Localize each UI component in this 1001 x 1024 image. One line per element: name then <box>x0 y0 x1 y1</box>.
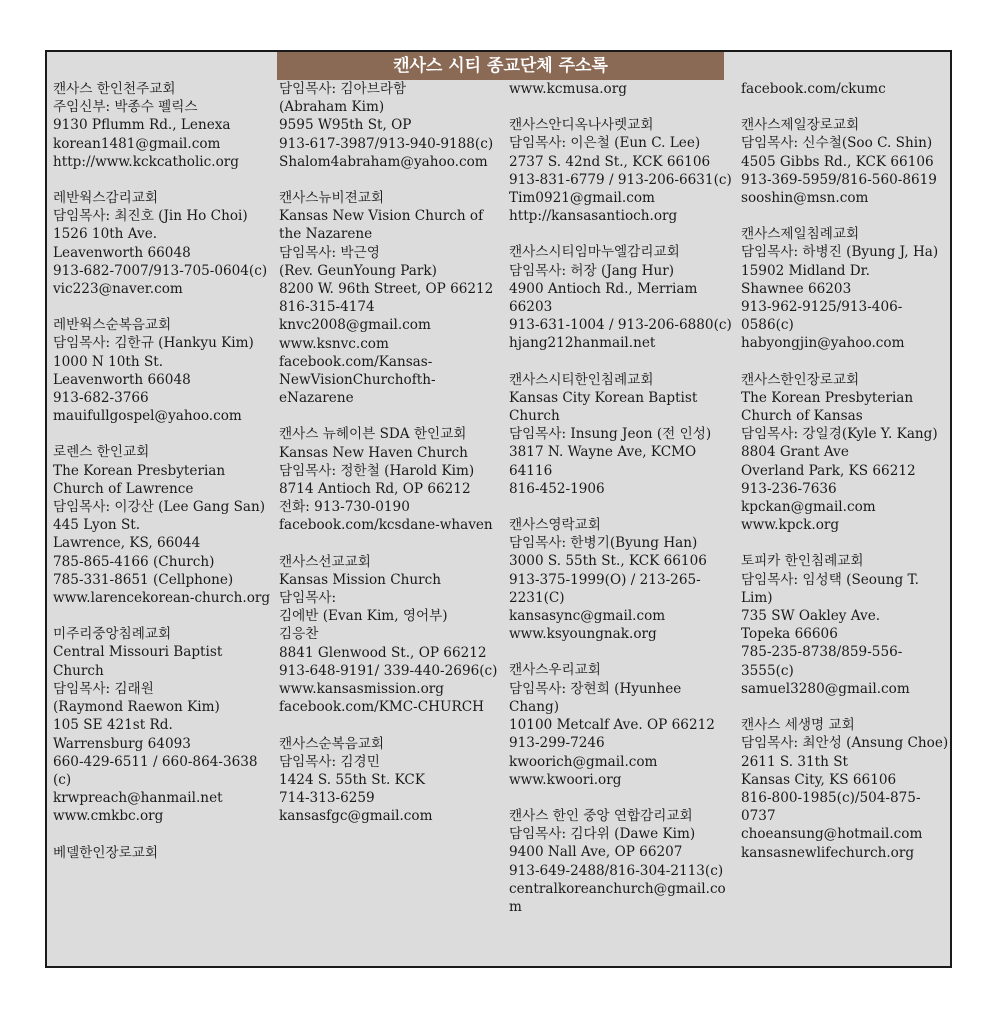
entry-line: Topeka 66606 <box>741 626 838 643</box>
entry-line-first: 캔사스 한인 중앙 연합감리교회 <box>509 807 693 824</box>
entry-line: 김응찬 <box>279 626 319 643</box>
entry-line-first: 캔사스제일장로교회 <box>741 117 860 134</box>
entry-line: 8714 Antioch Rd, OP 66212 <box>279 481 471 498</box>
entry-line: 2611 S. 31th St <box>741 753 848 770</box>
entry-line: 8804 Grant Ave <box>741 444 849 461</box>
entry-line: 10100 Metcalf Ave. OP 66212 <box>509 717 715 734</box>
entry-line: 913-236-7636 <box>741 480 837 497</box>
entry-line: 9595 W95th St, OP <box>279 117 412 134</box>
entry-line: 913-649-2488/816-304-2113(c) <box>509 862 724 879</box>
entry-line: 8200 W. 96th Street, OP 66212 <box>279 281 494 298</box>
entry-line-first: 캔사스우리교회 <box>509 662 601 679</box>
entry-line: 3000 S. 55th St., KCK 66106 <box>509 553 707 570</box>
entry-line-first: 담임목사: 김아브라함 <box>279 81 407 97</box>
directory-title: 캔사스 시티 종교단체 주소록 <box>277 52 724 80</box>
entry-line: The Korean Presbyterian Church of Kansas <box>741 389 918 425</box>
entry-line: 913-617-3987/913-940-9188(c) <box>279 135 494 152</box>
entry-line: 816-452-1906 <box>509 480 605 497</box>
entry-line: http://www.kckcatholic.org <box>53 153 239 170</box>
entry-line: 913-682-7007/913-705-0604(c) <box>53 262 268 279</box>
entry-line: 담임목사: 김다위 (Dawe Kim) <box>509 826 696 843</box>
entry-line: The Korean Presbyterian Church of Lawrence <box>53 462 230 497</box>
directory-entry <box>279 735 503 826</box>
directory-entry <box>53 316 273 425</box>
directory-entry <box>53 443 273 607</box>
entry-line: 913-299-7246 <box>509 735 605 752</box>
directory-entry <box>53 625 273 825</box>
entry-line: knvc2008@gmail.com <box>279 317 431 334</box>
entry-line: 담임목사: 정한철 (Harold Kim) <box>279 462 475 479</box>
entry-line: kansasfgc@gmail.com <box>279 808 433 825</box>
entry-line: Leavenworth 66048 <box>53 371 191 388</box>
entry-line: 담임목사: 신수철(Soo C. Shin) <box>741 135 933 152</box>
entry-line: kwoorich@gmail.com <box>509 753 658 770</box>
entry-line: 816-800-1985(c)/504-875-0737 <box>741 789 921 825</box>
directory-entry <box>279 189 503 407</box>
entry-line: habyongjin@yahoo.com <box>741 335 905 352</box>
entry-line: 913-648-9191/ 339-440-2696(c) <box>279 662 498 679</box>
entry-line: http://kansasantioch.org <box>509 208 678 225</box>
entry-line-first: 레반웍스감리교회 <box>53 190 159 207</box>
entry-line-first: 캔사스제일침례교회 <box>741 226 860 243</box>
entry-line: 담임목사: 박근영 <box>279 244 380 261</box>
column-2 <box>275 80 507 966</box>
entry-line: sooshin@msn.com <box>741 190 869 207</box>
entry-line: 1424 S. 55th St. KCK <box>279 771 425 788</box>
column-3 <box>505 80 739 966</box>
entry-line: 담임목사: 김래원 <box>53 680 154 697</box>
entry-line: samuel3280@gmail.com <box>741 680 910 697</box>
entry-line: kansasync@gmail.com <box>509 608 666 625</box>
entry-line: facebook.com/Kansas-NewVisionChurchofth-eNazarene <box>279 353 436 407</box>
directory-frame <box>45 50 952 968</box>
entry-line: 담임목사: 김한규 (Hankyu Kim) <box>53 335 254 352</box>
entry-line: 735 SW Oakley Ave. <box>741 608 881 625</box>
entry-line-first: 토피카 한인침례교회 <box>741 553 864 570</box>
entry-line-first: 캔사스시티한인침례교회 <box>509 371 654 388</box>
entry-line: 1000 N 10th St. <box>53 353 164 370</box>
entry-line: Leavenworth 66048 <box>53 244 191 261</box>
entry-line: Shawnee 66203 <box>741 280 852 297</box>
entry-line-first: 캔사스 뉴헤이븐 SDA 한인교회 <box>279 426 467 443</box>
entry-line: 2737 S. 42nd St., KCK 66106 <box>509 153 711 170</box>
directory-entry <box>741 80 950 98</box>
entry-line: 105 SE 421st Rd. <box>53 717 173 734</box>
entry-line: 660-429-6511 / 660-864-3638 (c) <box>53 753 262 788</box>
entry-line: 816-315-4174 <box>279 299 375 316</box>
entry-line-first: 캔사스 세생명 교회 <box>741 717 855 734</box>
entry-line: 913-631-1004 / 913-206-6880(c) <box>509 317 732 334</box>
entry-line: www.kwoori.org <box>509 771 622 788</box>
entry-line: www.cmkbc.org <box>53 808 164 825</box>
entry-line: 15902 Midland Dr. <box>741 262 870 279</box>
entry-line: (Raymond Raewon Kim) <box>53 699 220 716</box>
entry-line: (Abraham Kim) <box>279 99 385 116</box>
directory-entry <box>741 371 950 535</box>
entry-line: 445 Lyon St. <box>53 517 141 534</box>
entry-line-first: 캔사스선교교회 <box>279 553 371 570</box>
entry-line: hjang212hanmail.net <box>509 335 656 352</box>
entry-line: 4900 Antioch Rd., Merriam 66203 <box>509 280 702 316</box>
entry-line-first: 베델한인장로교회 <box>53 844 159 861</box>
entry-line-first: 캔사스한인장로교회 <box>741 371 860 388</box>
entry-line-first: facebook.com/ckumc <box>741 81 886 97</box>
entry-line: 담임목사: 임성택 (Seoung T. Lim) <box>741 571 924 606</box>
entry-line: 담임목사: 한병기(Byung Han) <box>509 535 698 552</box>
directory-entry <box>509 807 735 916</box>
directory-entry <box>53 189 273 298</box>
entry-line: Kansas City, KS 66106 <box>741 771 897 788</box>
entry-line: 담임목사: 이은철 (Eun C. Lee) <box>509 135 701 152</box>
entry-line-first: 캔사스순복음교회 <box>279 735 385 752</box>
entry-line-first: 캔사스시티임마누엘감리교회 <box>509 244 680 261</box>
directory-entry <box>279 425 503 534</box>
directory-entry <box>741 225 950 352</box>
entry-line-first: 미주리중앙침례교회 <box>53 626 172 643</box>
directory-entry <box>53 80 273 171</box>
entry-line: Central Missouri Baptist Church <box>53 644 227 679</box>
entry-line: 785-865-4166 (Church) <box>53 553 215 570</box>
entry-line: 9130 Pflumm Rd., Lenexa <box>53 117 231 134</box>
directory-entry <box>509 243 735 352</box>
entry-line: 담임목사: 하병진 (Byung J, Ha) <box>741 244 939 261</box>
entry-line: Kansas New Haven Church <box>279 444 468 461</box>
entry-line: Shalom4abraham@yahoo.com <box>279 153 488 170</box>
entry-line-first: 로렌스 한인교회 <box>53 444 150 461</box>
entry-line: korean1481@gmail.com <box>53 135 221 152</box>
directory-entry <box>741 552 950 698</box>
entry-line: 담임목사: <box>279 590 337 607</box>
entry-line: 3817 N. Wayne Ave, KCMO 64116 <box>509 444 701 479</box>
entry-line: facebook.com/KMC-CHURCH <box>279 699 484 716</box>
entry-line: www.larencekorean-church.org <box>53 590 271 607</box>
directory-entry <box>741 716 950 862</box>
directory-entry <box>279 80 503 171</box>
entry-line: www.kansasmission.org <box>279 681 444 698</box>
entry-line: Overland Park, KS 66212 <box>741 462 916 479</box>
entry-line: centralkoreanchurch@gmail.com <box>509 880 726 915</box>
entry-line: 913-962-9125/913-406-0586(c) <box>741 299 903 334</box>
directory-entry <box>509 371 735 498</box>
entry-line: 담임목사: Insung Jeon (전 인성) <box>509 426 712 443</box>
directory-entry <box>509 80 735 98</box>
entry-line-first: www.kcmusa.org <box>509 81 627 97</box>
entry-line: 9400 Nall Ave, OP 66207 <box>509 844 683 861</box>
entry-line: mauifullgospel@yahoo.com <box>53 408 242 425</box>
column-4 <box>737 80 952 966</box>
entry-line-first: 레반웍스순복음교회 <box>53 317 172 334</box>
entry-line: vic223@naver.com <box>53 281 183 298</box>
entry-line: 913-375-1999(O) / 213-265-2231(C) <box>509 571 701 606</box>
entry-line: 714-313-6259 <box>279 790 375 807</box>
entry-line: 913-831-6779 / 913-206-6631(c) <box>509 171 732 188</box>
entry-line: krwpreach@hanmail.net <box>53 790 223 807</box>
entry-line-first: 캔사스뉴비젼교회 <box>279 190 385 207</box>
entry-line: kpckan@gmail.com <box>741 499 876 516</box>
entry-line: facebook.com/kcsdane-whaven <box>279 517 493 534</box>
directory-entry <box>509 116 735 225</box>
entry-line: Lawrence, KS, 66044 <box>53 535 201 552</box>
entry-line: 913-369-5959/816-560-8619 <box>741 171 937 188</box>
entry-line: 주임신부: 박종수 펠릭스 <box>53 99 198 116</box>
directory-entry <box>53 844 273 862</box>
entry-line: 785-235-8738/859-556-3555(c) <box>741 644 903 679</box>
entry-line: 담임목사: 최안성 (Ansung Choe) <box>741 735 949 752</box>
entry-line: choeansung@hotmail.com <box>741 826 923 843</box>
entry-line: (Rev. GeunYoung Park) <box>279 262 437 279</box>
entry-line: 4505 Gibbs Rd., KCK 66106 <box>741 153 934 170</box>
entry-line: Kansas City Korean Baptist Church <box>509 389 702 425</box>
directory-entry <box>509 661 735 788</box>
entry-line: 김에반 (Evan Kim, 영어부) <box>279 608 448 625</box>
directory-entry <box>741 116 950 207</box>
entry-line: kansasnewlifechurch.org <box>741 844 915 861</box>
entry-line: 담임목사: 이강산 (Lee Gang San) <box>53 499 266 516</box>
entry-line: 담임목사: 강일경(Kyle Y. Kang) <box>741 426 938 443</box>
column-1 <box>49 80 277 966</box>
entry-line: 1526 10th Ave. <box>53 226 158 243</box>
directory-entry <box>279 553 503 717</box>
entry-line: Tim0921@gmail.com <box>509 190 655 207</box>
entry-line: 전화: 913-730-0190 <box>279 499 410 516</box>
directory-entry <box>509 516 735 643</box>
entry-line: www.ksnvc.com <box>279 335 389 352</box>
entry-line: Kansas New Vision Church of the Nazarene <box>279 208 488 243</box>
entry-line: 785-331-8651 (Cellphone) <box>53 571 234 588</box>
entry-line: 담임목사: 장현희 (Hyunhee Chang) <box>509 680 686 715</box>
entry-line-first: 캔사스 한인천주교회 <box>53 81 176 97</box>
entry-line: www.kpck.org <box>741 517 840 534</box>
entry-line: 담임목사: 김경민 <box>279 753 380 770</box>
entry-line: 담임목사: 최진호 (Jin Ho Choi) <box>53 208 248 225</box>
entry-line: 913-682-3766 <box>53 390 149 407</box>
entry-line: 8841 Glenwood St., OP 66212 <box>279 644 487 661</box>
entry-line: Kansas Mission Church <box>279 571 441 588</box>
entry-line: 담임목사: 허장 (Jang Hur) <box>509 262 675 279</box>
entry-line: www.ksyoungnak.org <box>509 626 657 643</box>
entry-line-first: 캔사스영락교회 <box>509 517 601 534</box>
entry-line-first: 캔사스안디옥나사렛교회 <box>509 117 654 134</box>
entry-line: Warrensburg 64093 <box>53 735 191 752</box>
